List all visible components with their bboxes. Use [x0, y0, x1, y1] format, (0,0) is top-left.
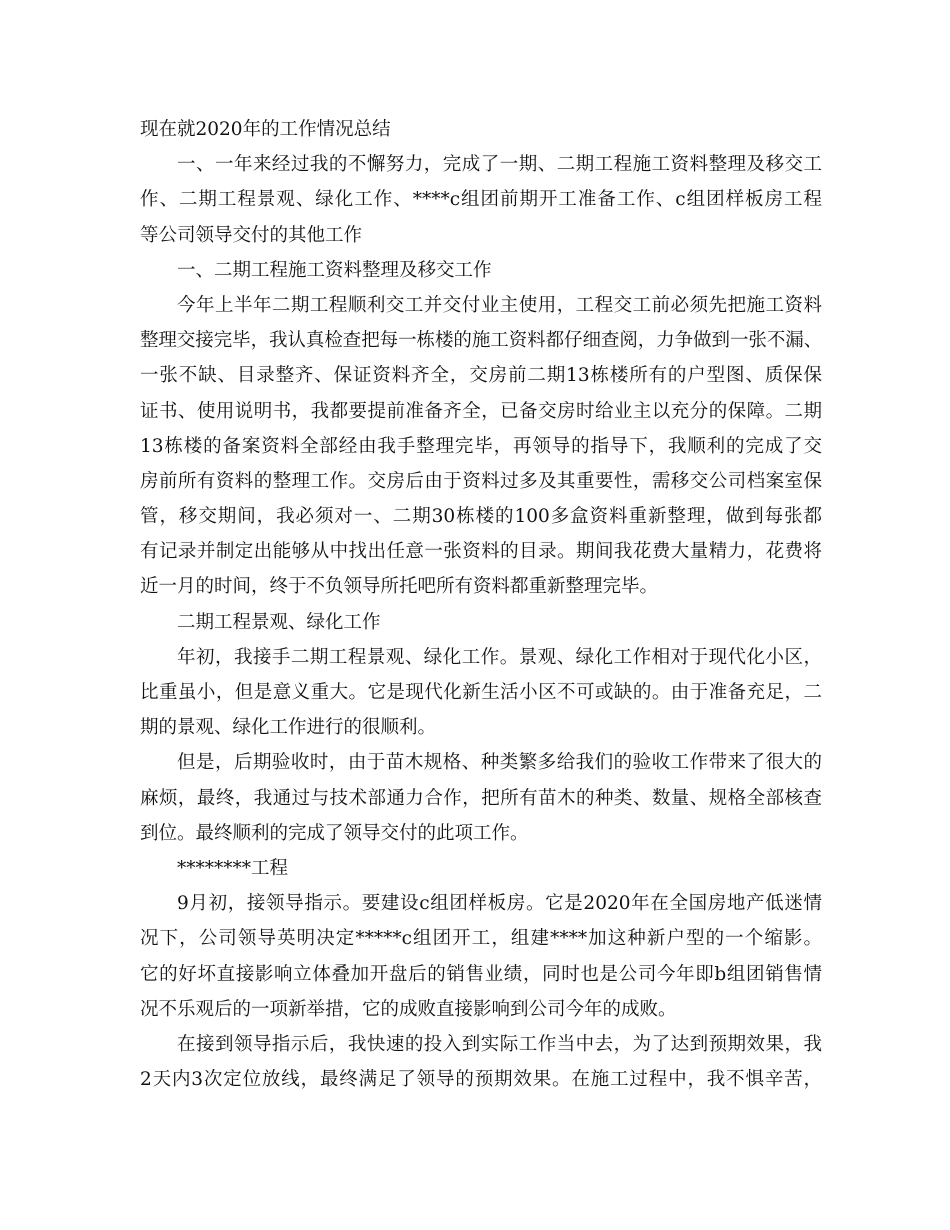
section-heading: 二期工程景观、绿化工作: [177, 611, 381, 633]
paragraph-line: 证书、使用说明书，我都要提前准备齐全，已备交房时给业主以充分的保障。二期: [140, 400, 822, 422]
paragraph-line: 况下，公司领导英明决定*****c组团开工，组建****加这种新户型的一个缩影。: [140, 928, 822, 950]
paragraph-line: 13栋楼的备案资料全部经由我手整理完毕，再领导的指导下，我顺利的完成了交: [140, 435, 822, 457]
paragraph-line: 它的好坏直接影响立体叠加开盘后的销售业绩，同时也是公司今年即b组团销售情: [140, 963, 822, 985]
document-title-line: 现在就2020年的工作情况总结: [140, 119, 391, 140]
paragraph-line: 管，移交期间，我必须对一、二期30栋楼的100多盒资料重新整理，做到每张都: [140, 506, 822, 528]
paragraph-line: 但是，后期验收时，由于苗木规格、种类繁多给我们的验收工作带来了很大的: [177, 752, 822, 774]
paragraph-line: 9月初，接领导指示。要建设c组团样板房。它是2020年在全国房地产低迷情: [177, 893, 822, 915]
paragraph-line: 年初，我接手二期工程景观、绿化工作。景观、绿化工作相对于现代化小区，: [177, 646, 822, 668]
paragraph-line: 麻烦，最终，我通过与技术部通力合作，把所有苗木的种类、数量、规格全部核查: [140, 787, 822, 809]
section-heading: 一、二期工程施工资料整理及移交工作: [177, 259, 492, 281]
paragraph-line: 近一月的时间，终于不负领导所托吧所有资料都重新整理完毕。: [140, 576, 659, 598]
paragraph-line: 比重虽小，但是意义重大。它是现代化新生活小区不可或缺的。由于准备充足，二: [140, 682, 822, 703]
paragraph-line: 今年上半年二期工程顺利交工并交付业主使用，工程交工前必须先把施工资料: [177, 294, 822, 316]
section-heading: ********工程: [177, 857, 289, 879]
paragraph-line: 2天内3次定位放线，最终满足了领导的预期效果。在施工过程中，我不惧辛苦，: [140, 1069, 822, 1091]
paragraph-line: 等公司领导交付的其他工作: [140, 224, 363, 246]
paragraph-line: 况不乐观后的一项新举措，它的成败直接影响到公司今年的成败。: [140, 998, 677, 1020]
document-body: [140, 112, 822, 1097]
paragraph-line: 在接到领导指示后，我快速的投入到实际工作当中去，为了达到预期效果，我: [177, 1033, 822, 1055]
paragraph-line: 一张不缺、目录整齐、保证资料齐全，交房前二期13栋楼所有的户型图、质保保: [140, 365, 822, 387]
paragraph-line: 作、二期工程景观、绿化工作、****c组团前期开工准备工作、c组团样板房工程: [140, 189, 822, 211]
paragraph-line: 整理交接完毕，我认真检查把每一栋楼的施工资料都仔细查阅，力争做到一张不漏、: [140, 330, 822, 352]
paragraph-line: 房前所有资料的整理工作。交房后由于资料过多及其重要性，需移交公司档案室保: [140, 470, 822, 492]
paragraph-line: 期的景观、绿化工作进行的很顺利。: [140, 717, 437, 739]
paragraph-line: 到位。最终顺利的完成了领导交付的此项工作。: [140, 822, 529, 844]
paragraph-line: 有记录并制定出能够从中找出任意一张资料的目录。期间我花费大量精力，花费将: [140, 541, 822, 563]
paragraph-line: 一、一年来经过我的不懈努力，完成了一期、二期工程施工资料整理及移交工: [177, 154, 822, 176]
